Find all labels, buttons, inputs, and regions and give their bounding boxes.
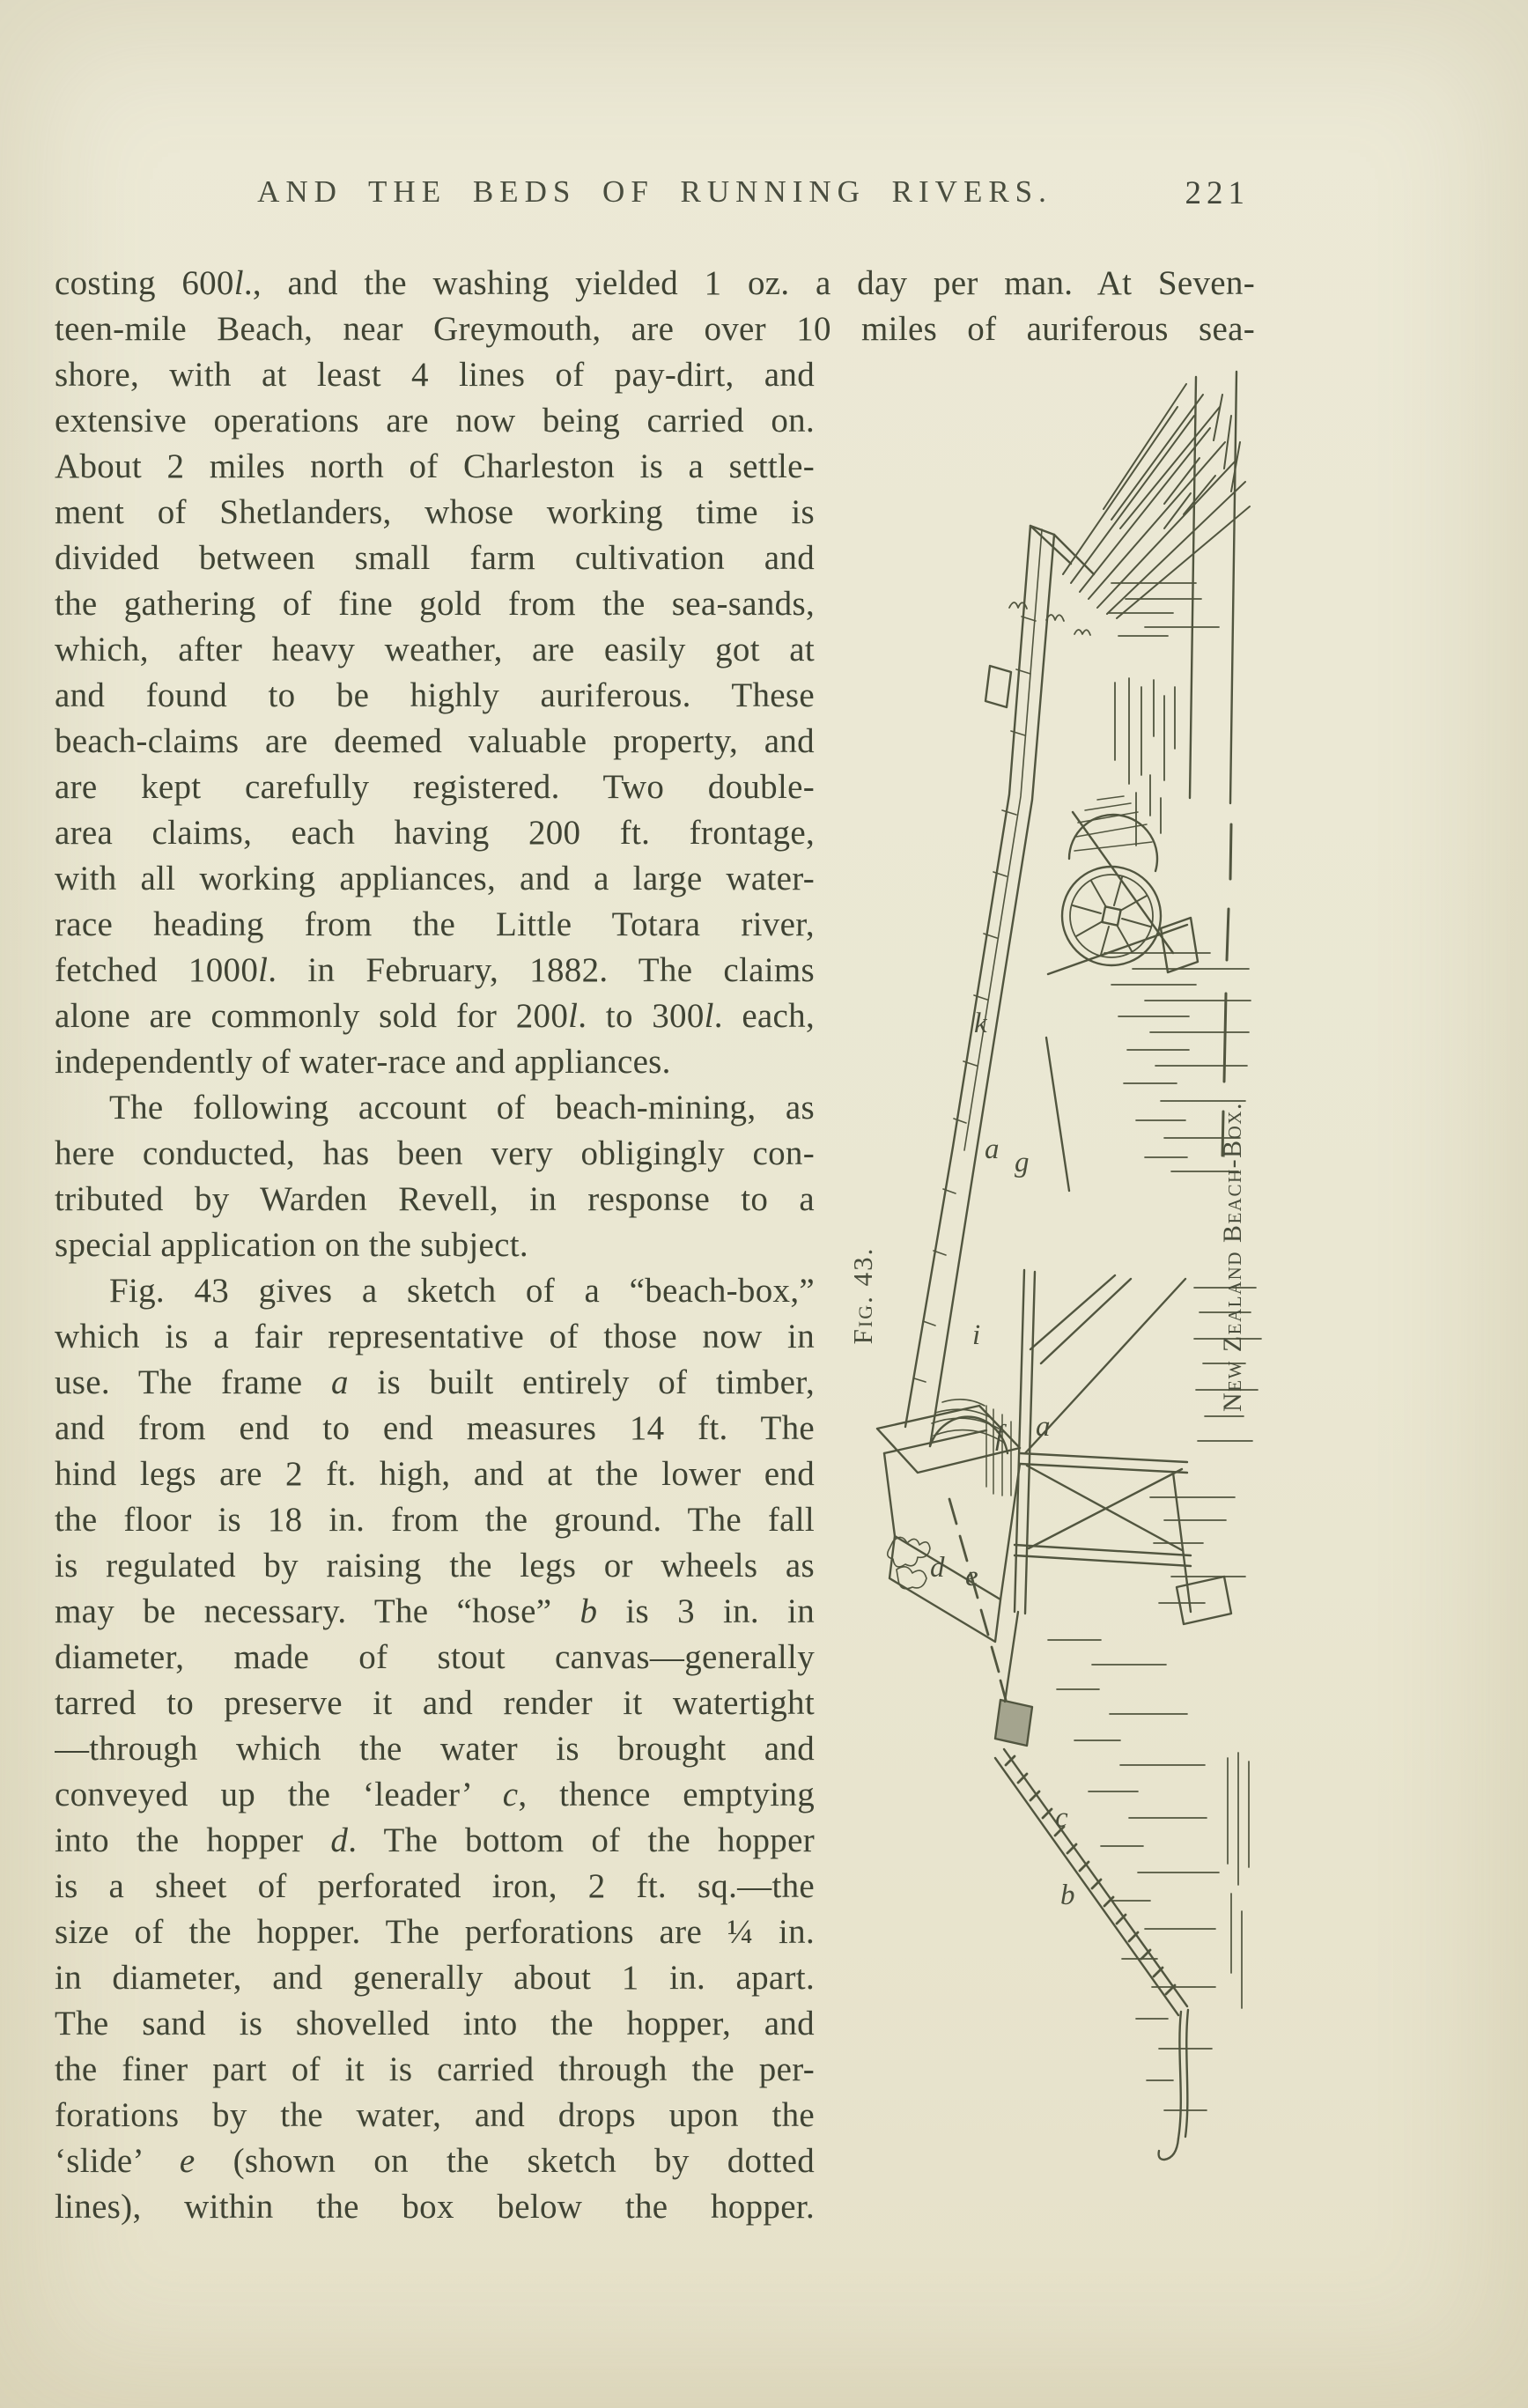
text-line: alone are commonly sold for 200l. to 300l. each, xyxy=(55,997,815,1035)
figure-part-label: a xyxy=(985,1134,1000,1165)
text-line: use. The frame a is built entirely of timber, xyxy=(55,1363,815,1401)
text-line: The sand is shovelled into the hopper, and xyxy=(55,2005,815,2042)
text-line: here conducted, has been very obligingly con- xyxy=(55,1134,815,1172)
page-number: 221 xyxy=(1185,175,1250,211)
text-line: which, after heavy weather, are easily got at xyxy=(55,631,815,668)
figure-number-caption: Fig. 43. xyxy=(847,1246,878,1345)
beach-box-illustration xyxy=(837,366,1273,2237)
text-line: size of the hopper. The perforations are ¼ in. xyxy=(55,1913,815,1951)
text-line: and from end to end measures 14 ft. The xyxy=(55,1409,815,1447)
text-line: Fig. 43 gives a sketch of a “beach-box,” xyxy=(109,1272,815,1310)
text-line: into the hopper d. The bottom of the hopper xyxy=(55,1821,815,1859)
text-line: teen-mile Beach, near Greymouth, are over 10 miles of auriferous sea- xyxy=(55,310,1255,348)
text-line: is a sheet of perforated iron, 2 ft. sq.—the xyxy=(55,1867,815,1905)
text-line: are kept carefully registered. Two double- xyxy=(55,768,815,806)
figure-part-label: f xyxy=(995,1420,1004,1451)
text-line: beach-claims are deemed valuable property, and xyxy=(55,722,815,760)
text-line: ‘slide’ e (shown on the sketch by dotted xyxy=(55,2142,815,2180)
figure-title-caption: New Zealand Beach-Box. xyxy=(1218,1102,1247,1412)
text-line: hind legs are 2 ft. high, and at the lower end xyxy=(55,1455,815,1493)
figure-part-label: k xyxy=(974,1008,987,1039)
text-line: costing 600l., and the washing yielded 1 oz. a day per man. At Seven- xyxy=(55,264,1255,302)
figure-part-label: d xyxy=(930,1552,945,1584)
figure-part-label: c xyxy=(1055,1802,1068,1834)
text-line: and found to be highly auriferous. These xyxy=(55,676,815,714)
figure-part-label: i xyxy=(972,1319,981,1351)
figure-part-label: g xyxy=(1015,1147,1030,1178)
text-line: tributed by Warden Revell, in response to a xyxy=(55,1180,815,1218)
text-line: tarred to preserve it and render it watertight xyxy=(55,1684,815,1722)
text-line: may be necessary. The “hose” b is 3 in. in xyxy=(55,1592,815,1630)
figure-part-label: e xyxy=(965,1561,978,1592)
text-line: shore, with at least 4 lines of pay-dirt, and xyxy=(55,356,815,394)
text-line: the gathering of fine gold from the sea-sands, xyxy=(55,585,815,623)
text-line: The following account of beach-mining, as xyxy=(109,1089,815,1126)
text-line: fetched 1000l. in February, 1882. The claims xyxy=(55,951,815,989)
text-line: the finer part of it is carried through the per- xyxy=(55,2050,815,2088)
header-title: AND THE BEDS OF RUNNING RIVERS. xyxy=(257,174,1052,209)
text-line: conveyed up the ‘leader’ c, thence emptying xyxy=(55,1776,815,1813)
text-line: which is a fair representative of those now in xyxy=(55,1318,815,1355)
text-line: divided between small farm cultivation and xyxy=(55,539,815,577)
text-line: forations by the water, and drops upon the xyxy=(55,2096,815,2134)
text-line: independently of water-race and appliances. xyxy=(55,1043,671,1081)
figure-part-label: a xyxy=(1036,1411,1051,1443)
text-line: ment of Shetlanders, whose working time is xyxy=(55,493,815,531)
text-line: is regulated by raising the legs or wheels as xyxy=(55,1547,815,1584)
text-line: race heading from the Little Totara river, xyxy=(55,905,815,943)
text-line: extensive operations are now being carried on. xyxy=(55,402,815,439)
text-line: special application on the subject. xyxy=(55,1226,528,1264)
text-line: diameter, made of stout canvas—generally xyxy=(55,1638,815,1676)
text-line: in diameter, and generally about 1 in. apart. xyxy=(55,1959,815,1997)
running-header xyxy=(55,174,1255,218)
figure-part-label: b xyxy=(1060,1880,1075,1911)
text-line: —through which the water is brought and xyxy=(55,1730,815,1768)
text-line: About 2 miles north of Charleston is a settle- xyxy=(55,447,815,485)
text-line: lines), within the box below the hopper. xyxy=(55,2188,815,2226)
figure xyxy=(837,366,1273,2237)
text-line: area claims, each having 200 ft. frontage, xyxy=(55,814,815,852)
text-line: with all working appliances, and a large water- xyxy=(55,860,815,897)
text-line: the floor is 18 in. from the ground. The fall xyxy=(55,1501,815,1539)
